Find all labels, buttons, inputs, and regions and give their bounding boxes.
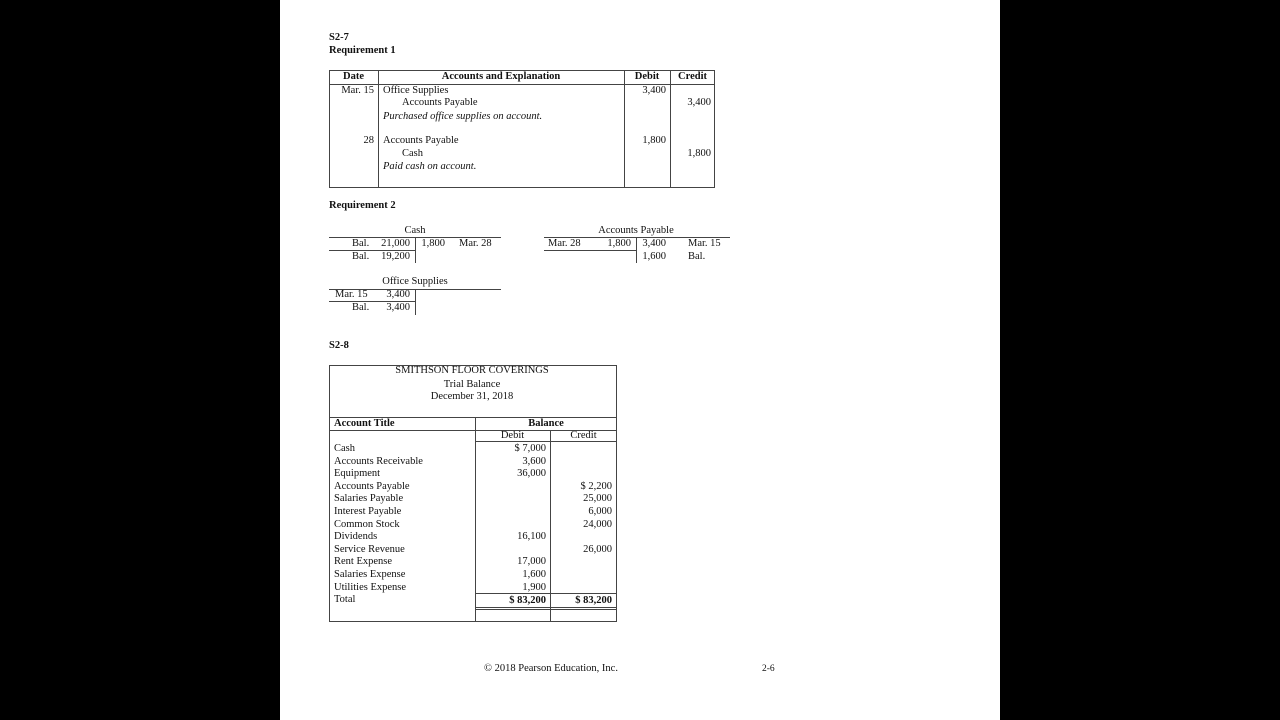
document-page xyxy=(280,0,1000,720)
t-account-amount: 3,400 xyxy=(386,289,410,300)
t-account-amount: 3,400 xyxy=(642,238,666,249)
debit-cell: 3,600 xyxy=(522,455,546,467)
requirement-2-heading: Requirement 2 xyxy=(329,200,396,211)
entry-debit-amount: 3,400 xyxy=(642,85,666,96)
t-account-title: Cash xyxy=(404,225,426,236)
col-header-debit: Debit xyxy=(500,430,525,441)
table-row xyxy=(334,519,614,532)
col-header-account-title: Account Title xyxy=(334,418,395,429)
table-row xyxy=(334,569,614,582)
table-row xyxy=(334,506,614,519)
entry-credit-account: Accounts Payable xyxy=(402,97,478,108)
journal-col-divider xyxy=(670,70,671,188)
table-row xyxy=(334,481,614,494)
debit-cell: 17,000 xyxy=(517,556,546,568)
entry-credit-account: Cash xyxy=(402,148,423,159)
credit-cell: $ 2,200 xyxy=(580,480,612,492)
account-title-cell: Rent Expense xyxy=(334,556,393,568)
table-row xyxy=(334,468,614,481)
debit-cell: 1,900 xyxy=(522,581,546,593)
entry-date: Mar. 15 xyxy=(341,85,374,96)
journal-header-date: Date xyxy=(343,71,364,82)
t-account-label: Bal. xyxy=(352,251,370,262)
t-account-amount: 1,800 xyxy=(421,238,445,249)
account-title-cell: Equipment xyxy=(334,468,381,480)
debit-cell: 16,100 xyxy=(517,531,546,543)
t-account-label: Mar. 15 xyxy=(688,238,721,249)
t-account-label: Mar. 28 xyxy=(459,238,492,249)
table-row xyxy=(334,456,614,469)
entry-debit-account: Office Supplies xyxy=(383,85,449,96)
t-account-title: Accounts Payable xyxy=(598,225,674,236)
entry-explanation: Purchased office supplies on account. xyxy=(383,111,543,122)
t-account-stem xyxy=(415,289,416,315)
t-account-amount: 1,600 xyxy=(642,251,666,262)
table-row xyxy=(334,493,614,506)
entry-debit-account: Accounts Payable xyxy=(383,135,459,146)
debit-cell: 1,600 xyxy=(522,569,546,580)
journal-col-divider xyxy=(378,70,379,188)
t-account-label: Bal. xyxy=(352,302,370,313)
t-account-label: Mar. 15 xyxy=(335,289,368,300)
account-title-cell: Interest Payable xyxy=(334,506,402,517)
col-header-credit: Credit xyxy=(570,430,597,441)
account-title-cell: Common Stock xyxy=(334,518,400,530)
table-row xyxy=(334,544,614,557)
company-name: SMITHSON FLOOR COVERINGS xyxy=(395,365,549,376)
credit-cell: 26,000 xyxy=(583,543,612,555)
account-title-cell: Salaries Expense xyxy=(334,569,406,580)
account-title-cell: Dividends xyxy=(334,531,378,543)
t-account-label: Mar. 28 xyxy=(548,238,581,249)
statement-date: December 31, 2018 xyxy=(430,391,514,402)
requirement-1-heading: Requirement 1 xyxy=(329,45,396,56)
col-header-balance: Balance xyxy=(528,418,564,429)
exercise-title: S2-7 xyxy=(329,32,349,43)
entry-credit-amount: 1,800 xyxy=(687,148,711,159)
t-account-amount: 21,000 xyxy=(381,238,410,249)
total-label: Total xyxy=(334,594,356,605)
table-row xyxy=(334,443,614,456)
total-double-rule xyxy=(475,607,617,608)
journal-header-debit: Debit xyxy=(634,71,660,82)
entry-credit-amount: 3,400 xyxy=(687,97,711,108)
entry-date: 28 xyxy=(363,135,374,146)
account-title-cell: Utilities Expense xyxy=(334,581,407,593)
entry-debit-amount: 1,800 xyxy=(642,135,666,146)
table-row xyxy=(334,531,614,544)
t-account-label: Bal. xyxy=(688,251,706,262)
t-account-amount: 19,200 xyxy=(381,251,410,262)
table-row xyxy=(334,556,614,569)
debit-cell: $ 7,000 xyxy=(514,443,546,454)
statement-name: Trial Balance xyxy=(443,379,501,390)
page-number: 2-6 xyxy=(762,664,775,674)
credit-cell: 6,000 xyxy=(588,506,612,517)
total-credit: $ 83,200 xyxy=(575,595,612,606)
copyright-footer: © 2018 Pearson Education, Inc. xyxy=(484,663,618,674)
t-account-balance-rule xyxy=(544,250,636,251)
t-account-label: Bal. xyxy=(352,238,370,249)
account-title-cell: Salaries Payable xyxy=(334,493,404,505)
t-account-amount: 3,400 xyxy=(386,302,410,313)
account-title-cell: Cash xyxy=(334,443,355,454)
entry-explanation: Paid cash on account. xyxy=(383,161,477,172)
total-double-rule xyxy=(475,609,617,610)
total-rule xyxy=(475,593,617,594)
journal-header-accounts: Accounts and Explanation xyxy=(441,71,561,82)
account-title-cell: Accounts Payable xyxy=(334,480,410,492)
account-title-cell: Accounts Receivable xyxy=(334,455,423,467)
credit-cell: 25,000 xyxy=(583,493,612,505)
t-account-title: Office Supplies xyxy=(382,276,448,287)
total-debit: $ 83,200 xyxy=(509,595,546,606)
account-title-cell: Service Revenue xyxy=(334,543,405,555)
exercise-title: S2-8 xyxy=(329,340,349,351)
journal-header-credit: Credit xyxy=(678,71,707,82)
credit-cell: 24,000 xyxy=(583,518,612,530)
debit-cell: 36,000 xyxy=(517,468,546,480)
t-account-amount: 1,800 xyxy=(607,238,631,249)
